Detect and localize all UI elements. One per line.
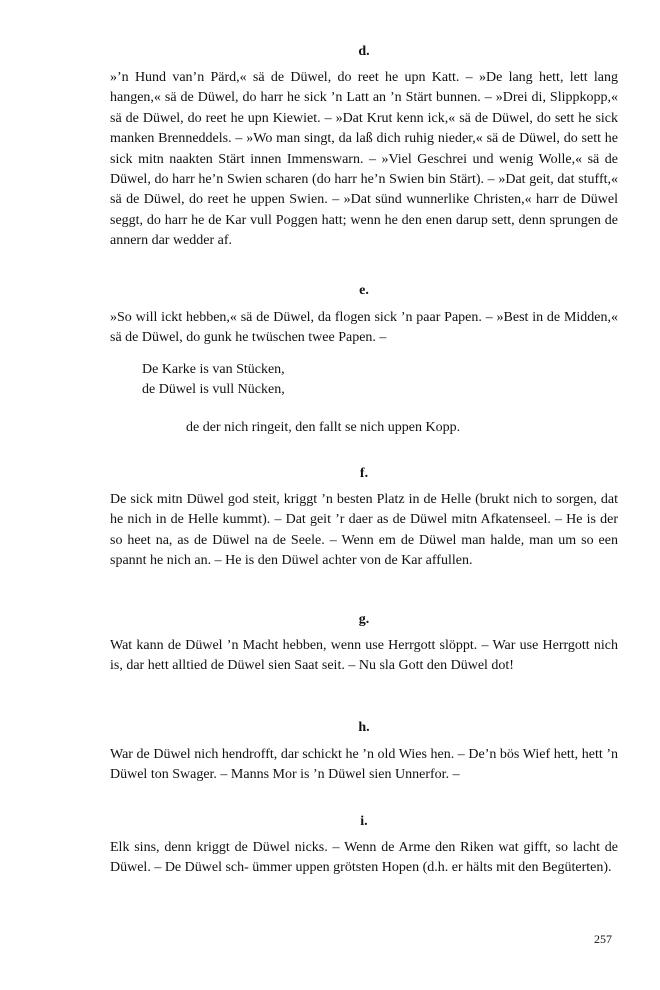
section-text-h: War de Düwel nich hendrofft, dar schickt he ’n old Wies hen. – De’n bös Wief hett, hett ’n Düwel ton Swager. – Manns Mor is ’n Düwel sien Unnerfor. –	[110, 747, 618, 783]
section-text-i: Elk sins, denn kriggt de Düwel nicks. – Wenn de Arme den Riken wat gifft, so lacht de Düwel. – De Düwel sch- ümmer uppen grötsten Hopen (d.h. er hälts mit den Begüterten).	[110, 840, 618, 876]
section-text-g: Wat kann de Düwel ’n Macht hebben, wenn use Herrgott slöppt. – War use Herrgott nich is, dar hett alltied de Düwel sien Saat seit. – Nu sla Gott den Düwel dot!	[110, 638, 618, 674]
verse-line-2: de Düwel is vull Nücken,	[142, 382, 285, 397]
section-text-f: De sick mitn Düwel god steit, kriggt ’n besten Platz in de Helle (brukt nich to sorgen, dat he nich in de Helle kummt). – Dat geit ’r daer as de Düwel mitn Afkatenseel. – He is der so heet na, as de Düwel na de Seele. – Wenn em de Düwel man halde, man um so een spannt he nich an. – He is den Düwel achter von de Kar affullen.	[110, 492, 618, 569]
verse-tail-line: de der nich ringeit, den fallt se nich uppen Kopp.	[186, 420, 461, 435]
section-heading-h: h.	[358, 720, 370, 735]
section-heading-f: f.	[359, 466, 369, 481]
verse-line-1: De Karke is van Stücken,	[142, 362, 285, 377]
section-heading-e: e.	[359, 283, 369, 298]
section-heading-g: g.	[358, 612, 370, 627]
section-heading-i: i.	[360, 814, 368, 829]
page-number: 257	[594, 932, 612, 946]
section-text-e: »So will ickt hebben,« sä de Düwel, da flogen sick ’n paar Papen. – »Best in de Midden,« sä de Düwel, do gunk he twüschen twee Papen. –	[110, 310, 618, 346]
section-text-d: »’n Hund van’n Pärd,« sä de Düwel, do reet he upn Katt. – »De lang hett, lett lang hangen,« sä de Düwel, do harr he sick ’n Latt an ’n Stärt bunnen. – »Drei di, Slippkopp,« sä de Düwel, do reet he upn Kiewiet. – »Dat Krut kenn ick,« sä de Düwel, do sett he sick manken Brenneddels. – »Wo man singt, da laß dich ruhig nieder,« sä de Düwel, do sett he sick mitn naakten Stärt innen Immenswarn. – »Viel Geschrei und wenig Wolle,« sä de Düwel, do harr he’n Swien scharen (do harr he’n Swien bin Stärt). – »Dat geit, dat stufft,« sä de Düwel, do reet he uppen Swien. – »Dat sünd wunnerlike Christen,« harr de Düwel seggt, do harr he de Kar vull Poggen hatt; wenn he den enen darup sett, denn sprungen de annern dar wedder af.	[110, 70, 618, 249]
section-heading-d: d.	[358, 44, 370, 59]
